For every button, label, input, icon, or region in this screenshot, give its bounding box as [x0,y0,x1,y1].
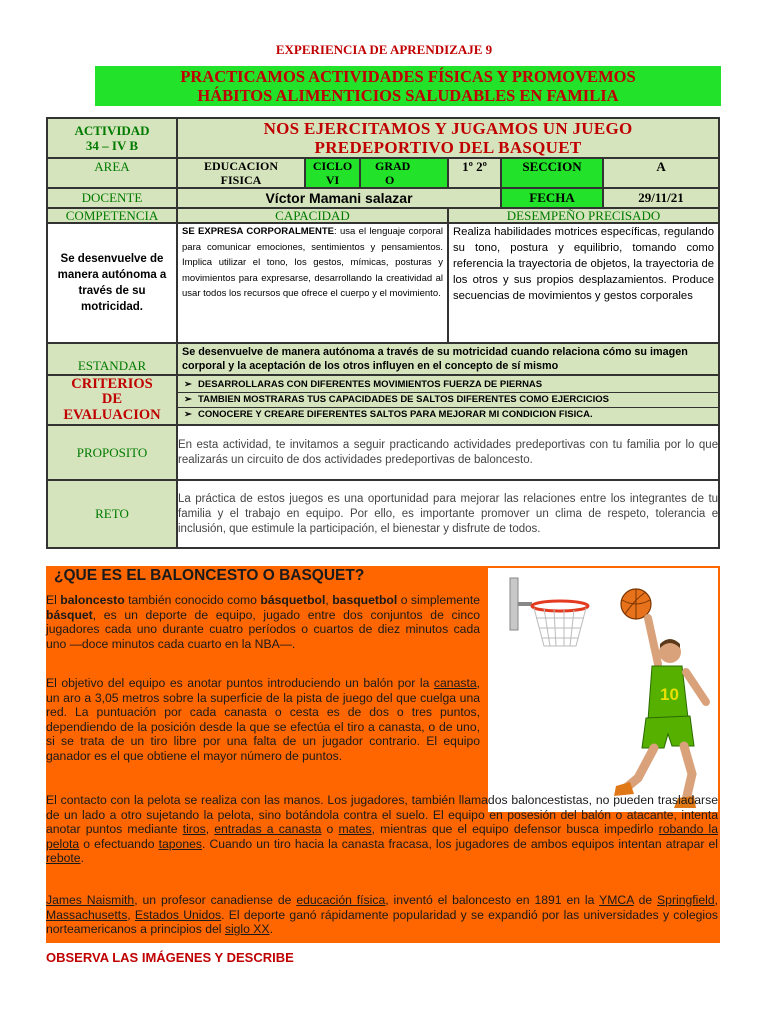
area-value-line2: FISICA [220,173,262,187]
unit-title-banner [95,66,721,106]
desempeno-text: Realiza habilidades motrices específicas, regulando su tono, postura y equilibrio, tomando como referencia la trayectoria de objetos, la trayectoria de los otros y sus propios desplazamientos. Produce secuencias de movimientos y gestos corporales [448,223,719,343]
bold-term: baloncesto [60,593,125,607]
arm-icon [686,672,706,702]
criterios-line2: DE [101,391,123,408]
ciclo-cell [305,158,360,188]
text-span: El objetivo del equipo es anotar puntos introduciendo un balón por la [46,676,434,690]
jersey-number: 10 [660,685,679,704]
text-span: o simplemente [397,593,481,607]
activity-title-line1: NOS EJERCITAMOS Y JUGAMOS UN JUEGO [263,119,633,138]
area-value [177,158,305,188]
activity-title-cell [177,118,719,158]
area-value-line1: EDUCACION [203,159,278,173]
text-span: o [321,822,339,837]
observe-instruction: OBSERVA LAS IMÁGENES Y DESCRIBE [46,950,294,965]
mates-link[interactable]: mates [338,822,372,837]
capacidad-text-cell [177,223,448,343]
text-span: , inventó el baloncesto en 1891 en la [385,893,600,907]
text-span: El [46,593,61,607]
criterio-item [178,408,718,422]
competencia-text: Se desenvuelve de manera autónoma a través de su motricidad. [47,223,177,343]
grado-line2: O [385,173,395,187]
proposito-label: PROPOSITO [47,425,177,480]
capacidad-header: CAPACIDAD [177,208,448,223]
activity-form-table [46,117,720,549]
reto-text: La práctica de estos juegos es una oportunidad para mejorar las relaciones entre los integrantes de tu familia y el trabajo en equipo. Por ello, es importante promover un clima de respeto, tolerancia e inclusión, que estimule la participación, el bienestar y disfrute de todos. [177,480,719,548]
ymca-link[interactable]: YMCA [599,893,634,907]
capacidad-text: : usa el lenguaje corporal para comunicar emociones, sentimientos y pensamientos. Implica utilizar el tono, los gestos, mímicas, posturas y movimientos para expresarse, desarrollando la creatividad al usar todos los recursos que ofrece el cuerpo y el movimiento. [182,226,443,299]
text-span: , mientras que el equipo defensor busca impedirlo [371,822,659,837]
arrow-icon: ➢ [184,409,192,420]
bold-term: básquetbol [260,593,326,607]
tapones-link[interactable]: tapones [158,836,202,851]
net-icon [534,608,586,646]
rebote-link[interactable]: rebote [46,851,81,866]
springfield-link[interactable]: Springfield [657,893,715,907]
text-span: . El deporte ganó rápidamente popularidad y se expandió por las universidades y colegios norteamericanos a principios del [46,907,718,937]
criterios-list [177,375,719,425]
actividad-value: 34 – IV B [85,138,139,153]
article-paragraph-1 [46,593,480,651]
canasta-link[interactable]: canasta [433,676,477,690]
text-span: de [633,893,658,907]
article-heading: ¿QUE ES EL BALONCESTO O BASQUET? [54,567,365,584]
criterios-line1: CRITERIOS [71,375,153,392]
naismith-link[interactable]: James Naismith [46,893,135,907]
text-span: o efectuando [79,836,159,851]
tiros-link[interactable]: tiros [182,822,206,837]
actividad-label: ACTIVIDAD [74,123,150,138]
grado-cell [360,158,448,188]
basketball-player-image [488,568,718,812]
siglo-xx-link[interactable]: siglo XX [224,922,270,937]
unit-title-line1: PRACTICAMOS ACTIVIDADES FÍSICAS Y PROMOVEMOS [180,67,636,86]
rim-icon [532,601,588,611]
arm-icon [648,618,658,664]
educacion-fisica-link[interactable]: educación física [296,893,386,907]
text-span: . [269,922,273,937]
fecha-label: FECHA [501,188,603,208]
massachusetts-link[interactable]: Massachusetts [46,907,128,922]
area-label: AREA [47,158,177,188]
competencia-header: COMPETENCIA [47,208,177,223]
article-paragraph-4 [46,893,718,937]
basketball-player-illustration [488,568,718,812]
leg-icon [684,746,692,800]
text-span: , [714,893,719,907]
proposito-text: En esta actividad, te invitamos a seguir practicando actividades predeportivas con tu familia por lo que realizarás un circuito de dos actividades predeportivas de baloncesto. [177,425,719,480]
estandar-text: Se desenvuelve de manera autónoma a través de su motricidad cuando relaciona cómo su imagen corporal y la aceptación de los otros influyen en el concepto de sí mismo [177,343,719,375]
bold-term: básquet [46,607,93,622]
grado-line1: GRAD [375,159,411,173]
text-span: , un profesor canadiense de [134,893,297,907]
article-box [46,566,720,943]
leg-icon [626,748,654,788]
text-span: también conocido como [124,593,261,607]
ciclo-line2: VI [325,173,340,187]
article-paragraph-3 [46,793,718,866]
text-span: El contacto con la pelota se realiza con las manos. Los jugadores, también llamados baloncestistas, no pueden trasladarse de un lado a otro sujetando la pelota, sino botándola contra el suelo. El equipo en posesión del balón o atacante, intenta anotar puntos mediante [46,793,718,837]
arrow-icon: ➢ [184,394,192,405]
ciclo-line1: CICLO [312,159,353,173]
criterio-text: CONOCERE Y CREARE DIFERENTES SALTOS PARA MEJORAR MI CONDICION FISICA. [198,409,593,420]
text-span: , [325,593,333,607]
criterios-line3: EVALUACION [63,406,161,423]
experience-title: EXPERIENCIA DE APRENDIZAJE 9 [275,42,493,57]
criterio-item [178,393,718,408]
criterio-item [178,378,718,393]
text-span: . Cuando un tiro hacia la canasta fracasa, los jugadores de ambos equipos intentan atrapar el [201,836,718,851]
estandar-label: ESTANDAR [47,343,177,375]
unit-title-line2: HÁBITOS ALIMENTICIOS SALUDABLES EN FAMILIA [197,86,619,105]
entradas-link[interactable]: entradas a canasta [214,822,322,837]
bold-term: basquetbol [332,593,398,607]
grado-value: 1º 2º [448,158,501,188]
docente-label: DOCENTE [47,188,177,208]
criterios-label [47,375,177,425]
article-paragraph-2 [46,676,480,764]
text-span: , un aro a 3,05 metros sobre la superficie de la pista de juego del que cuelga una red. La puntuación por cada canasta o cesta es de dos o tres puntos, dependiendo de la posición desde la que se efectúa el tiro a canasta, o de uno, si se trata de un tiro libre por una falta de un jugador contrario. El equipo ganador es el que obtiene el mayor número de puntos. [46,676,480,763]
capacidad-bold: SE EXPRESA CORPORALMENTE [182,226,335,237]
backboard-icon [510,578,518,630]
docente-value: Víctor Mamani salazar [177,188,501,208]
criterio-text: TAMBIEN MOSTRARAS TUS CAPACIDADES DE SALTOS DIFERENTES COMO EJERCICIOS [198,394,609,405]
estados-unidos-link[interactable]: Estados Unidos [134,907,222,922]
reto-label: RETO [47,480,177,548]
arrow-icon: ➢ [184,379,192,390]
desempeno-header: DESEMPEÑO PRECISADO [448,208,719,223]
criterio-text: DESARROLLARAS CON DIFERENTES MOVIMIENTOS FUERZA DE PIERNAS [198,379,543,390]
robando-link[interactable]: robando la pelota [46,822,718,851]
text-span: , [127,907,135,922]
rim-bracket-icon [518,602,532,606]
activity-title-line2: PREDEPORTIVO DEL BASQUET [314,138,582,157]
text-span: . [80,851,84,866]
text-span: , es un deporte de equipo, jugado entre dos conjuntos de cinco jugadores cada uno durante cuatro períodos o cuartos de diez minutos cada uno —doce minutos cada cuarto en la NBA—. [46,607,480,651]
text-span: , [205,822,215,837]
fecha-value: 29/11/21 [603,188,719,208]
actividad-cell [47,118,177,158]
seccion-label: SECCION [501,158,603,188]
seccion-value: A [603,158,719,188]
